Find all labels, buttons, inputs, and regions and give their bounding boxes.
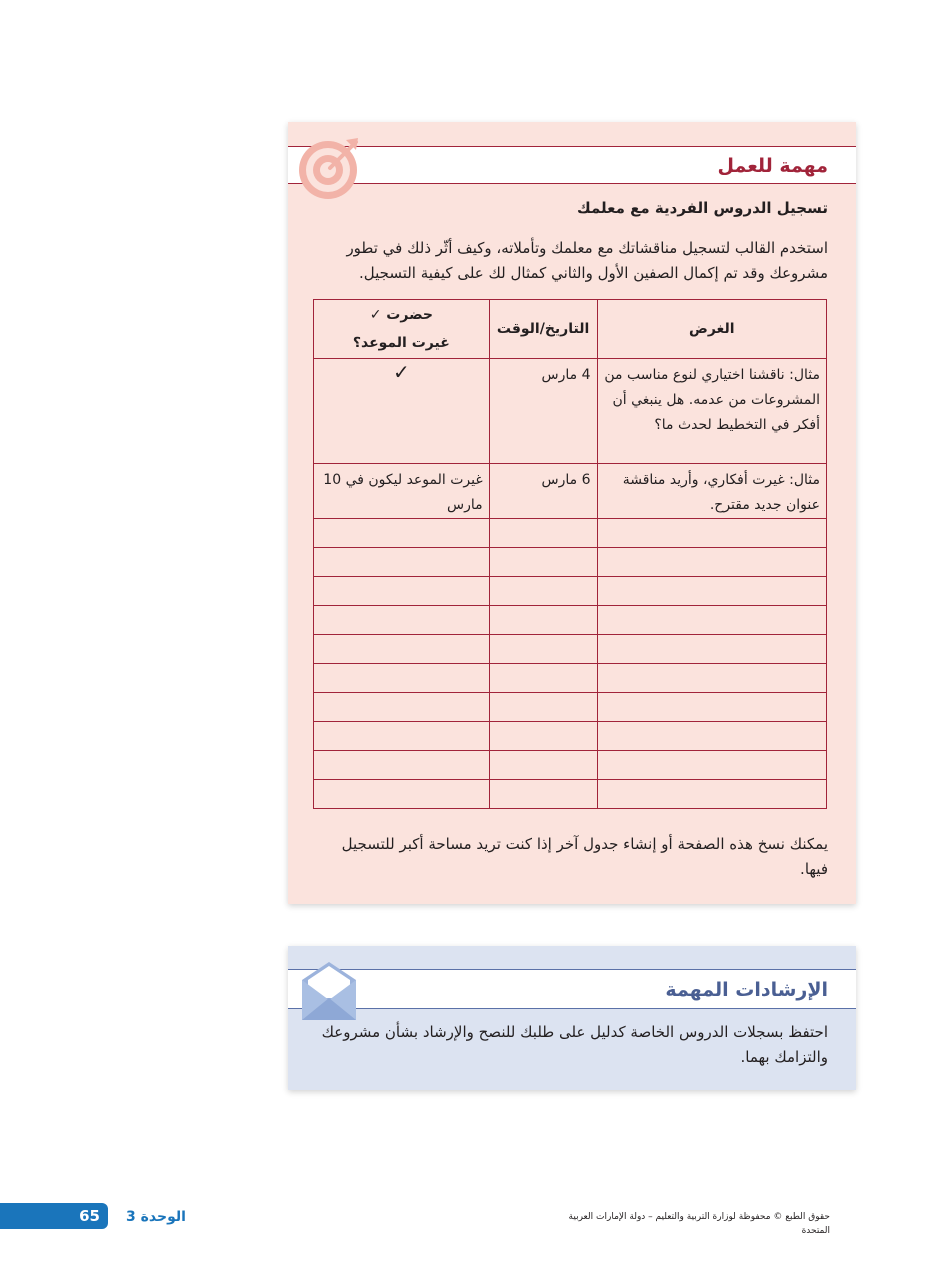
task-footer-note: يمكنك نسخ هذه الصفحة أو إنشاء جدول آخر إذا كنت تريد مساحة أكبر للتسجيل فيها.: [341, 835, 828, 878]
header-date: التاريخ/الوقت: [489, 300, 597, 359]
table-row: [314, 606, 827, 635]
empty-cell[interactable]: [489, 722, 597, 751]
task-title: مهمة للعمل: [717, 155, 828, 177]
guidance-text: احتفظ بسجلات الدروس الخاصة كدليل على طلبك للنصح والإرشاد بشأن مشروعك والتزامك بهما.: [321, 1023, 828, 1066]
example-2-date: 6 مارس: [489, 464, 597, 519]
table-row: [314, 519, 827, 548]
unit-label: الوحدة 3: [126, 1209, 186, 1225]
page-number-tab: [0, 1203, 108, 1229]
empty-cell[interactable]: [597, 635, 827, 664]
header-attended: حضرت ✓: [369, 307, 433, 323]
empty-cell[interactable]: [489, 519, 597, 548]
table-row: [314, 359, 827, 464]
empty-cell[interactable]: [597, 577, 827, 606]
empty-cell[interactable]: [314, 722, 490, 751]
table-header-row: [314, 300, 827, 359]
empty-cell[interactable]: [597, 780, 827, 809]
table-row: [314, 664, 827, 693]
empty-cell[interactable]: [314, 693, 490, 722]
empty-cell[interactable]: [597, 664, 827, 693]
header-attendance: [314, 300, 490, 359]
empty-cell[interactable]: [597, 606, 827, 635]
empty-cell[interactable]: [314, 635, 490, 664]
example-1-attendance: ✓: [314, 359, 490, 464]
task-header: [288, 146, 856, 184]
table-row: [314, 464, 827, 519]
recording-table: [313, 299, 827, 809]
copyright-notice: حقوق الطبع © محفوظة لوزارة التربية والتعليم – دولة الإمارات العربية المتحدة: [568, 1212, 830, 1236]
guidance-box: [288, 946, 856, 1090]
empty-cell[interactable]: [314, 519, 490, 548]
empty-cell[interactable]: [489, 606, 597, 635]
task-subtitle: تسجيل الدروس الفردية مع معلمك: [577, 199, 828, 217]
table-row: [314, 722, 827, 751]
empty-cell[interactable]: [489, 693, 597, 722]
empty-cell[interactable]: [597, 693, 827, 722]
table-row: [314, 577, 827, 606]
table-row: [314, 751, 827, 780]
envelope-icon: [296, 958, 362, 1022]
example-1-purpose: مثال: ناقشنا اختياري لنوع مناسب من المشروعات من عدمه. هل ينبغي أن أفكر في التخطيط لحدث ما؟: [597, 359, 827, 464]
table-row: [314, 693, 827, 722]
guidance-title: الإرشادات المهمة: [665, 979, 828, 1001]
empty-cell[interactable]: [314, 548, 490, 577]
example-2-attendance: غيرت الموعد ليكون في 10 مارس: [314, 464, 490, 519]
empty-cell[interactable]: [597, 751, 827, 780]
table-row: [314, 635, 827, 664]
empty-cell[interactable]: [314, 751, 490, 780]
table-row: [314, 780, 827, 809]
empty-cell[interactable]: [314, 780, 490, 809]
empty-cell[interactable]: [489, 635, 597, 664]
empty-cell[interactable]: [489, 780, 597, 809]
empty-cell[interactable]: [489, 577, 597, 606]
task-intro: استخدم القالب لتسجيل مناقشاتك مع معلمك وتأملاته، وكيف أثّر ذلك في تطور مشروعك وقد تم إكمال الصفين الأول والثاني كمثال لك على كيفية التسجيل.: [346, 239, 828, 282]
empty-cell[interactable]: [597, 548, 827, 577]
target-icon: [296, 134, 364, 202]
empty-cell[interactable]: [489, 548, 597, 577]
page-number: 65: [79, 1207, 100, 1225]
empty-cell[interactable]: [489, 751, 597, 780]
table-row: [314, 548, 827, 577]
guidance-header: [288, 969, 856, 1009]
header-purpose: الغرض: [597, 300, 827, 359]
task-box: [288, 122, 856, 904]
example-2-purpose: مثال: غيرت أفكاري، وأريد مناقشة عنوان جديد مقترح.: [597, 464, 827, 519]
example-1-date: 4 مارس: [489, 359, 597, 464]
header-rescheduled: غيرت الموعد؟: [352, 335, 450, 351]
empty-cell[interactable]: [314, 664, 490, 693]
empty-cell[interactable]: [314, 606, 490, 635]
empty-cell[interactable]: [597, 722, 827, 751]
empty-cell[interactable]: [314, 577, 490, 606]
empty-cell[interactable]: [597, 519, 827, 548]
empty-cell[interactable]: [489, 664, 597, 693]
